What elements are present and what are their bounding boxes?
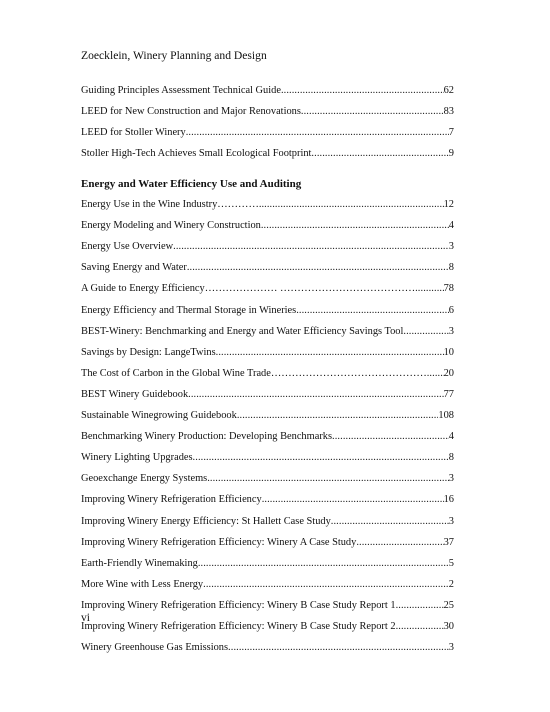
toc-entry-title: Improving Winery Energy Efficiency: St Hallett Case Study — [81, 515, 331, 527]
toc-entry-page: 108 — [438, 410, 454, 421]
toc-entry — [81, 429, 454, 445]
dot-leader — [186, 125, 449, 141]
toc-entry-title: Geoexchange Energy Systems — [81, 473, 208, 485]
toc-entry — [81, 83, 454, 99]
toc-entry-title: Improving Winery Refrigeration Efficiency: Winery B Case Study Report 1 — [81, 599, 396, 611]
dot-leader — [207, 471, 449, 487]
dot-leader — [311, 146, 448, 162]
toc-entry-page: 78 — [443, 283, 454, 295]
toc-entry-page: 83 — [443, 106, 454, 118]
dot-leader — [203, 577, 449, 593]
toc-entry — [81, 303, 454, 319]
toc-entry-title: Sustainable Winegrowing Guidebook — [81, 410, 237, 421]
toc-entry-title: A Guide to Energy Efficiency………………… ………………………………… — [81, 283, 416, 295]
toc-entry-page: 8 — [448, 262, 454, 274]
toc-entry — [81, 408, 454, 424]
dot-leader — [187, 260, 449, 276]
toc-entry — [81, 535, 454, 551]
toc-entry-page: 5 — [448, 557, 454, 569]
toc-entry-page: 37 — [443, 536, 454, 548]
toc-entry — [81, 619, 454, 635]
dot-leader — [198, 556, 449, 572]
toc-entry-title: More Wine with Less Energy — [81, 578, 204, 590]
toc-entry-page: 3 — [448, 325, 454, 337]
toc-entry-title: Stoller High-Tech Achieves Small Ecological Footprint — [81, 148, 312, 160]
dot-leader — [296, 303, 449, 319]
toc-entry-title: Improving Winery Refrigeration Efficiency: Winery A Case Study — [81, 536, 357, 548]
toc-entry-title: Energy Modeling and Winery Construction — [81, 220, 261, 232]
toc-entry-title: Benchmarking Winery Production: Developing Benchmarks — [81, 431, 333, 443]
toc-entry — [81, 260, 454, 276]
toc-entry-page: 7 — [448, 127, 454, 139]
dot-leader — [281, 83, 444, 99]
toc-entry — [81, 197, 454, 213]
toc-entry-page: 20 — [443, 367, 454, 379]
toc-entry — [81, 450, 454, 466]
toc-entry-page: 6 — [448, 304, 454, 316]
toc-entry-page: 30 — [443, 621, 454, 632]
toc-entry-title: Improving Winery Refrigeration Efficiency: Winery B Case Study Report 2 — [81, 621, 396, 632]
running-header: Zoecklein, Winery Planning and Design — [81, 49, 267, 62]
toc-entry — [81, 640, 454, 656]
toc-entry-title: Energy Use in the Wine Industry…………. — [81, 199, 262, 210]
dot-leader — [415, 281, 444, 297]
dot-leader — [262, 492, 444, 508]
toc-entry-title: Winery Greenhouse Gas Emissions — [81, 642, 229, 654]
toc-entry-title: Improving Winery Refrigeration Efficiency — [81, 494, 262, 506]
toc-entry-title: BEST-Winery: Benchmarking and Energy and Water Efficiency Savings Tool — [81, 325, 404, 337]
toc-entry-page: 8 — [448, 452, 454, 464]
dot-leader — [301, 104, 444, 120]
toc-entry — [81, 471, 454, 487]
toc-entry-title: Energy Efficiency and Thermal Storage in Wineries — [81, 304, 297, 316]
toc-entry-page: 10 — [443, 346, 454, 358]
dot-leader — [228, 640, 449, 656]
toc-entry — [81, 104, 454, 120]
toc-entry-page: 25 — [443, 599, 454, 611]
dot-leader — [427, 366, 444, 382]
toc-entry-title: LEED for New Construction and Major Renovations — [81, 106, 301, 118]
page-number: vi — [81, 611, 91, 624]
toc-entry-page: 9 — [448, 148, 454, 160]
toc-entry-title: BEST Winery Guidebook — [81, 388, 189, 400]
toc-entry — [81, 125, 454, 141]
toc-entry — [81, 239, 454, 255]
dot-leader — [396, 619, 444, 635]
dot-leader — [237, 408, 439, 424]
toc-entry — [81, 492, 454, 508]
toc-entry-title: LEED for Stoller Winery — [81, 127, 186, 139]
toc-entry-title: The Cost of Carbon in the Global Wine Trade……………………………………… — [81, 367, 427, 379]
toc-entry — [81, 598, 454, 614]
toc-entry-title: Guiding Principles Assessment Technical Guide — [81, 85, 281, 96]
toc-entry-page: 77 — [443, 388, 454, 400]
dot-leader — [261, 197, 443, 213]
toc-entry — [81, 324, 454, 340]
toc-entry-title: Saving Energy and Water — [81, 262, 187, 274]
toc-entry-page: 2 — [448, 578, 454, 590]
toc-entry-page: 4 — [448, 220, 454, 232]
toc-entry-page: 12 — [443, 199, 454, 210]
toc-entry-page: 3 — [448, 241, 454, 253]
section-heading: Energy and Water Efficiency Use and Auditing — [81, 178, 302, 190]
toc-entry-title: Savings by Design: LangeTwins — [81, 346, 216, 358]
toc-entry — [81, 556, 454, 572]
toc-entry — [81, 345, 454, 361]
toc-entry — [81, 146, 454, 162]
toc-entry-title: Winery Lighting Upgrades — [81, 452, 193, 464]
toc-entry — [81, 366, 454, 382]
dot-leader — [332, 429, 449, 445]
dot-leader — [356, 535, 443, 551]
dot-leader — [261, 218, 449, 234]
toc-entry — [81, 281, 454, 297]
toc-entry — [81, 218, 454, 234]
toc-entry-title: Earth-Friendly Winemaking — [81, 557, 198, 569]
dot-leader — [188, 387, 443, 403]
dot-leader — [216, 345, 444, 361]
dot-leader — [331, 514, 449, 530]
toc-entry-title: Energy Use Overview — [81, 241, 174, 253]
toc-entry-page: 3 — [448, 642, 454, 654]
dot-leader — [396, 598, 444, 614]
dot-leader — [173, 239, 449, 255]
toc-entry-page: 3 — [448, 515, 454, 527]
toc-entry — [81, 387, 454, 403]
toc-entry-page: 4 — [448, 431, 454, 443]
toc-entry-page: 62 — [443, 85, 454, 96]
toc-entry — [81, 577, 454, 593]
toc-entry-page: 3 — [448, 473, 454, 485]
toc-entry — [81, 514, 454, 530]
dot-leader — [403, 324, 448, 340]
dot-leader — [193, 450, 449, 466]
toc-entry-page: 16 — [443, 494, 454, 506]
